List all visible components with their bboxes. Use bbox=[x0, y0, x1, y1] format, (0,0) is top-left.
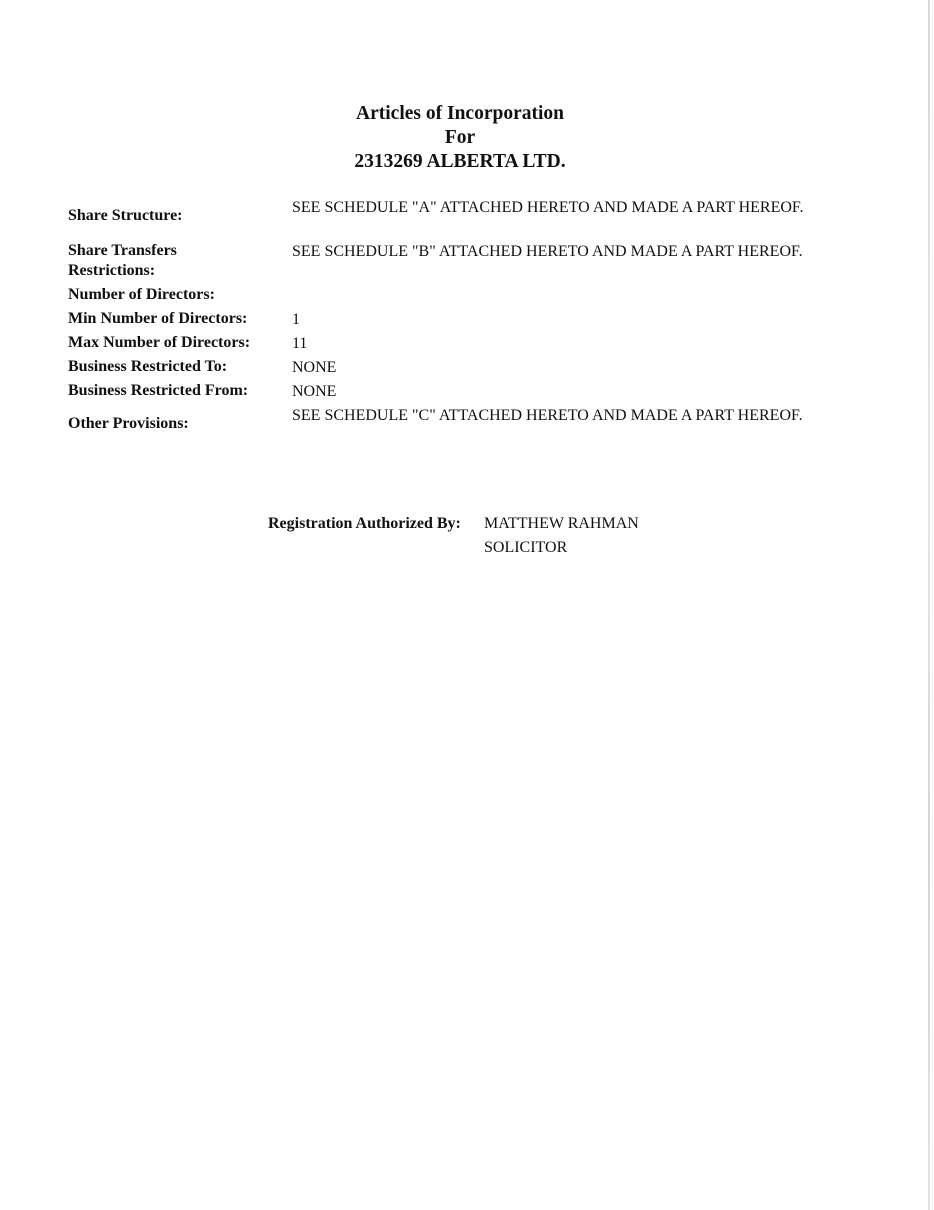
field-label: Max Number of Directors: bbox=[68, 334, 251, 351]
field-label: Business Restricted To: bbox=[68, 358, 228, 375]
document-title bbox=[240, 102, 680, 174]
field-label: Number of Directors: bbox=[68, 286, 215, 303]
title-for: For bbox=[444, 127, 476, 148]
field-value: NONE bbox=[292, 383, 337, 400]
title-company-name: 2313269 ALBERTA LTD. bbox=[354, 151, 566, 172]
authorization-label: Registration Authorized By: bbox=[268, 515, 461, 532]
field-label: Business Restricted From: bbox=[68, 382, 249, 399]
field-value: SEE SCHEDULE "A" ATTACHED HERETO AND MADE A PART HEREOF. bbox=[292, 199, 804, 216]
field-label: Other Provisions: bbox=[68, 415, 189, 432]
page-edge-line bbox=[932, 0, 933, 1210]
field-value: 1 bbox=[292, 311, 300, 328]
title-heading: Articles of Incorporation bbox=[356, 103, 564, 124]
field-value: NONE bbox=[292, 359, 337, 376]
registration-authorization bbox=[268, 512, 788, 556]
page-edge-shadow bbox=[928, 0, 930, 1210]
field-value: SEE SCHEDULE "C" ATTACHED HERETO AND MADE A PART HEREOF. bbox=[292, 407, 803, 424]
authorizer-role: SOLICITOR bbox=[484, 539, 568, 556]
field-label: Share Structure: bbox=[68, 207, 183, 224]
field-label: Min Number of Directors: bbox=[68, 310, 248, 327]
field-label: Share Transfers Restrictions: bbox=[68, 242, 177, 279]
authorizer-name: MATTHEW RAHMAN bbox=[484, 515, 639, 532]
field-value: 11 bbox=[292, 335, 308, 352]
field-value: SEE SCHEDULE "B" ATTACHED HERETO AND MADE A PART HEREOF. bbox=[292, 243, 803, 260]
